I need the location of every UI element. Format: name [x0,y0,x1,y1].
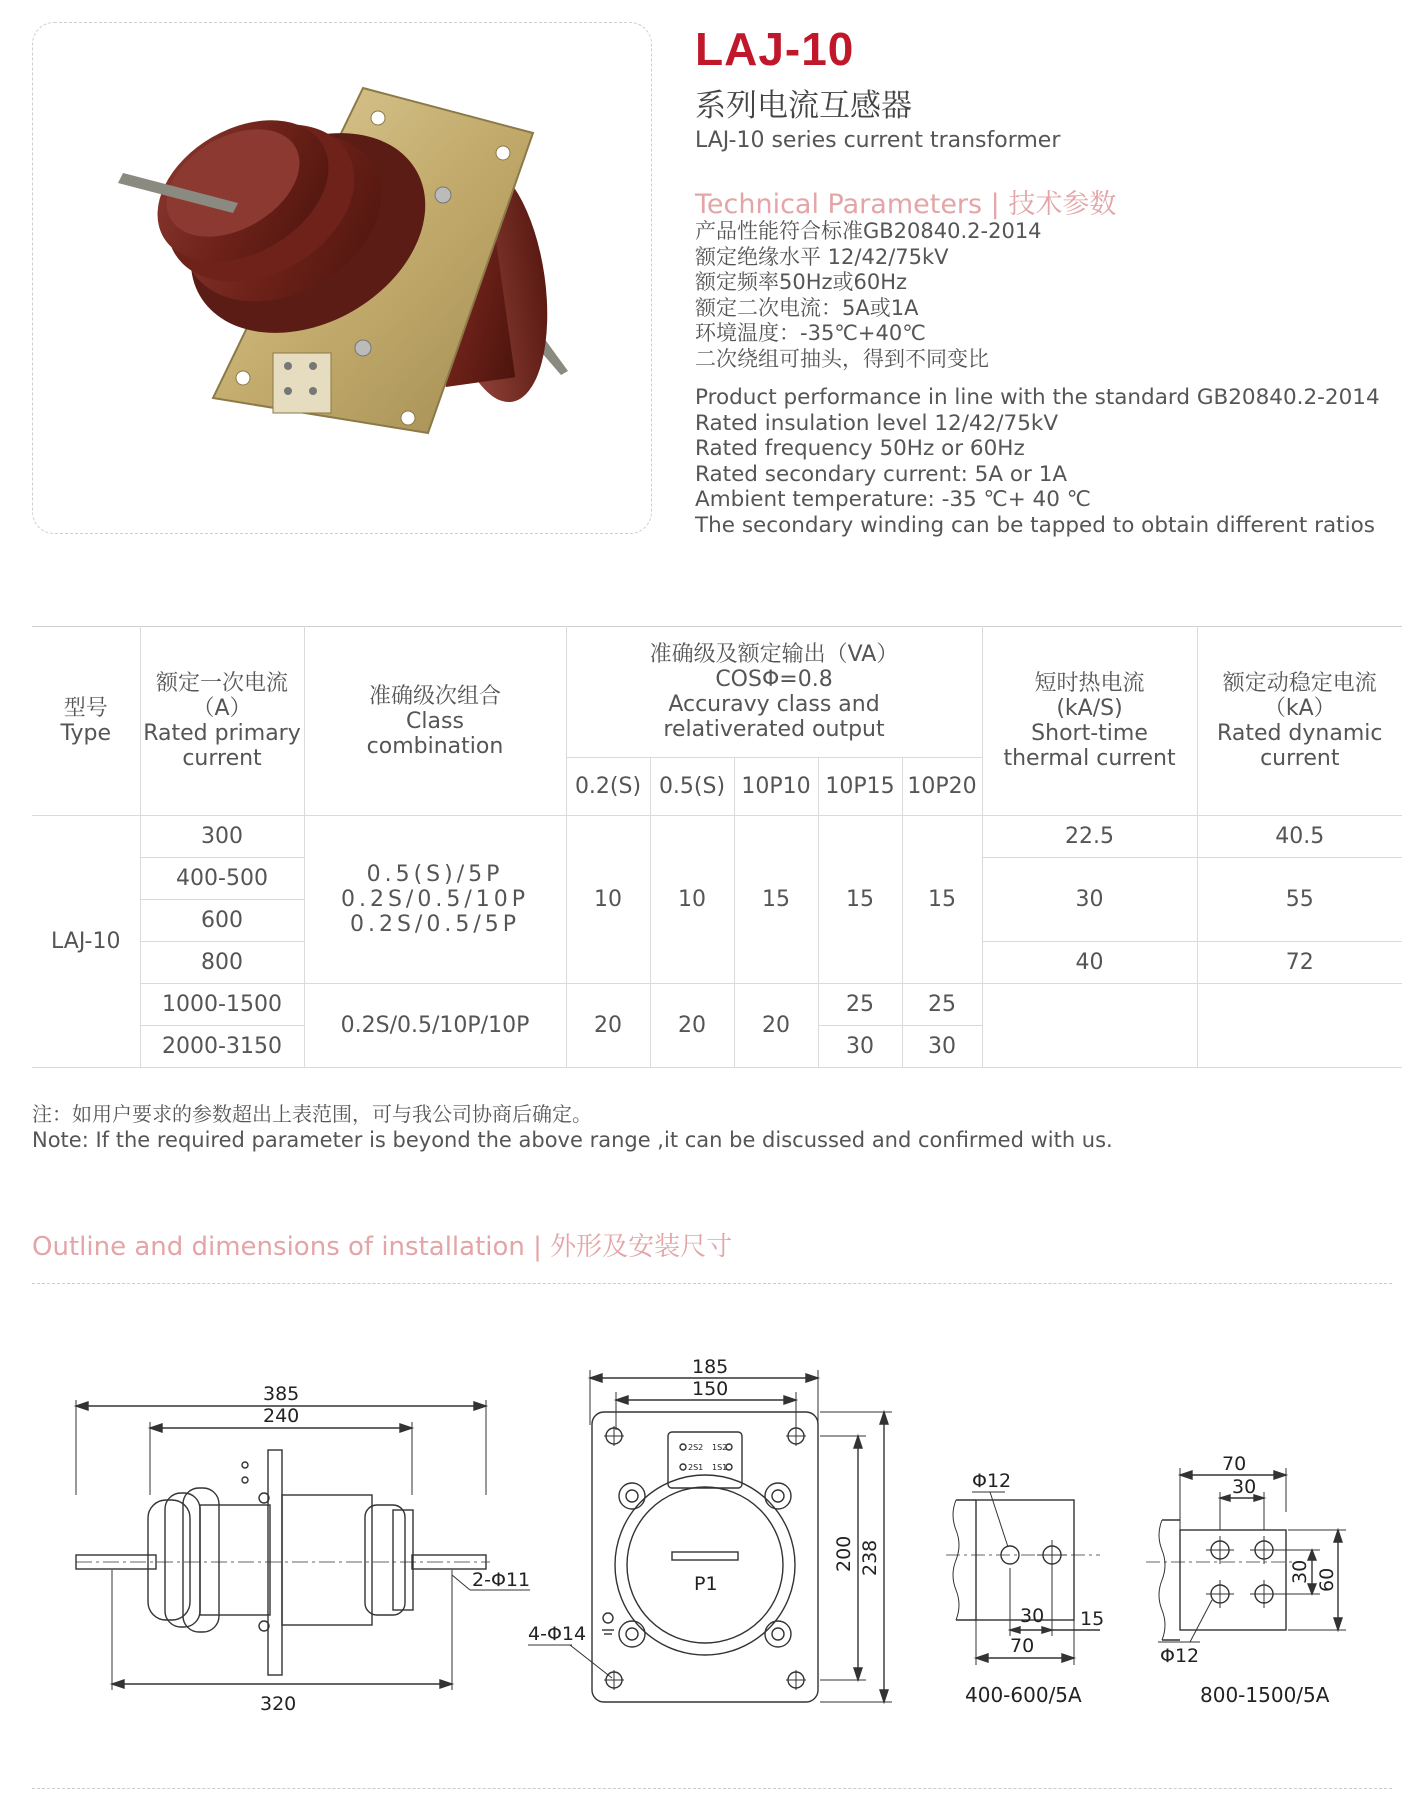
subheader-cell: 0.5(S) [650,758,734,816]
va-cell: 15 [902,816,982,984]
product-photo-frame [32,22,652,534]
technical-list-en [695,385,1380,538]
tech-cn-line: 额定频率50Hz或60Hz [695,270,908,294]
current-cell: 800 [140,942,304,984]
specification-table [32,626,1402,1068]
note-cn: 注：如用户要求的参数超出上表范围，可与我公司协商后确定。 [32,1102,592,1126]
terminal-1s2: 1S2 [712,1443,728,1452]
va-cell: 15 [818,816,902,984]
va-cell: 30 [818,1026,902,1068]
va-cell: 20 [566,984,650,1068]
tech-en-line: Rated frequency 50Hz or 60Hz [695,436,1025,461]
va-cell: 25 [818,984,902,1026]
va-cell: 25 [902,984,982,1026]
front-p1-label: P1 [694,1573,718,1595]
header-accuracy: 准确级及额定输出（VA） COSΦ=0.8 Accuravy class and relativerated output [566,627,982,758]
dim-200: 200 [833,1535,855,1572]
dim-238: 238 [859,1539,881,1576]
outline-heading: Outline and dimensions of installation | 外形及安装尺寸 [32,1232,733,1262]
term1-dim-70: 70 [1010,1635,1035,1657]
tech-en-line: Rated insulation level 12/42/75kV [695,410,1059,436]
current-cell: 300 [140,816,304,858]
term1-caption: 400-600/5A [965,1683,1082,1707]
header-rated-primary: 额定一次电流 （A） Rated primary current [140,627,304,816]
va-cell: 20 [650,984,734,1068]
va-cell: 10 [650,816,734,984]
dim-4-phi14: 4-Φ14 [528,1623,587,1645]
term2-dim-v30: 30 [1289,1559,1311,1584]
term1-phi12: Φ12 [972,1470,1012,1492]
short-time-cell: 30 [982,858,1197,942]
dim-385: 385 [263,1383,300,1405]
term2-dim-v60: 60 [1316,1567,1338,1592]
technical-parameters-heading: Technical Parameters | 技术参数 [695,189,1117,220]
dim-2-phi11: 2-Φ11 [472,1569,531,1591]
technical-list-cn [695,219,1042,372]
dim-320: 320 [260,1693,297,1715]
va-cell: 10 [566,816,650,984]
note-en: Note: If the required parameter is beyond the above range ,it can be discussed and confirmed with us. [32,1128,1113,1152]
short-time-cell: 40 [982,942,1197,984]
tech-cn-line: 额定二次电流：5A或1A [695,295,919,320]
tech-en-line: The secondary winding can be tapped to obtain different ratios [695,512,1375,538]
divider [32,1283,1392,1284]
terminal-1s1: 1S1 [712,1463,728,1472]
term1-dim-30: 30 [1020,1605,1045,1627]
current-cell: 1000-1500 [140,984,304,1026]
term2-phi12: Φ12 [1160,1645,1200,1667]
current-cell: 400-500 [140,858,304,900]
dynamic-cell: 40.5 [1197,816,1402,858]
current-transformer-photo [33,23,653,535]
type-cell: LAJ-10 [32,816,140,1068]
product-subtitle-cn: 系列电流互感器 [695,88,912,124]
va-cell: 15 [734,816,818,984]
bottom-divider [32,1788,1392,1789]
tech-en-line: Product performance in line with the standard GB20840.2-2014 [695,385,1380,410]
combination-cell-a: 0.5(S)/5P 0.2S/0.5/10P 0.2S/0.5/5P [304,816,566,984]
subheader-cell: 10P10 [734,758,818,816]
dim-185: 185 [692,1356,729,1378]
term2-caption: 800-1500/5A [1200,1683,1330,1707]
dynamic-cell-empty [1197,984,1402,1068]
header-class-combination: 准确级次组合 Class combination [304,627,566,816]
current-cell: 2000-3150 [140,1026,304,1068]
tech-en-line: Rated secondary current: 5A or 1A [695,461,1068,487]
outline-drawings [0,1300,1423,1790]
dim-150: 150 [692,1378,729,1400]
combination-cell-b: 0.2S/0.5/10P/10P [304,984,566,1068]
terminal-2s2: 2S2 [688,1443,704,1452]
va-cell: 30 [902,1026,982,1068]
short-time-cell: 22.5 [982,816,1197,858]
terminal-detail-800-1500 [1146,1453,1346,1707]
tech-cn-line: 产品性能符合标准GB20840.2-2014 [695,219,1042,243]
va-cell: 20 [734,984,818,1068]
header-type: 型号 Type [32,627,140,816]
terminal-detail-400-600 [946,1470,1104,1707]
front-view-drawing [528,1356,892,1702]
product-title: LAJ-10 [695,23,855,75]
subheader-cell: 10P20 [902,758,982,816]
tech-cn-line: 二次绕组可抽头，得到不同变比 [695,346,989,371]
subheader-cell: 0.2(S) [566,758,650,816]
product-subtitle-en: LAJ-10 series current transformer [695,128,1061,153]
header-dynamic: 额定动稳定电流 （kA） Rated dynamic current [1197,627,1402,816]
terminal-2s1: 2S1 [688,1463,704,1472]
tech-cn-line: 环境温度：-35℃+40℃ [695,321,926,345]
tech-cn-line: 额定绝缘水平 12/42/75kV [695,244,949,269]
dynamic-cell: 72 [1197,942,1402,984]
short-time-cell-empty [982,984,1197,1068]
term2-dim-70: 70 [1222,1453,1247,1475]
side-view-drawing [76,1383,530,1715]
term1-dim-15: 15 [1080,1608,1105,1630]
subheader-cell: 10P15 [818,758,902,816]
term2-dim-30: 30 [1232,1476,1257,1498]
header-short-time: 短时热电流 (kA/S) Short-time thermal current [982,627,1197,816]
dim-240: 240 [263,1405,300,1427]
tech-en-line: Ambient temperature: -35 ℃+ 40 ℃ [695,487,1091,512]
dynamic-cell: 55 [1197,858,1402,942]
current-cell: 600 [140,900,304,942]
